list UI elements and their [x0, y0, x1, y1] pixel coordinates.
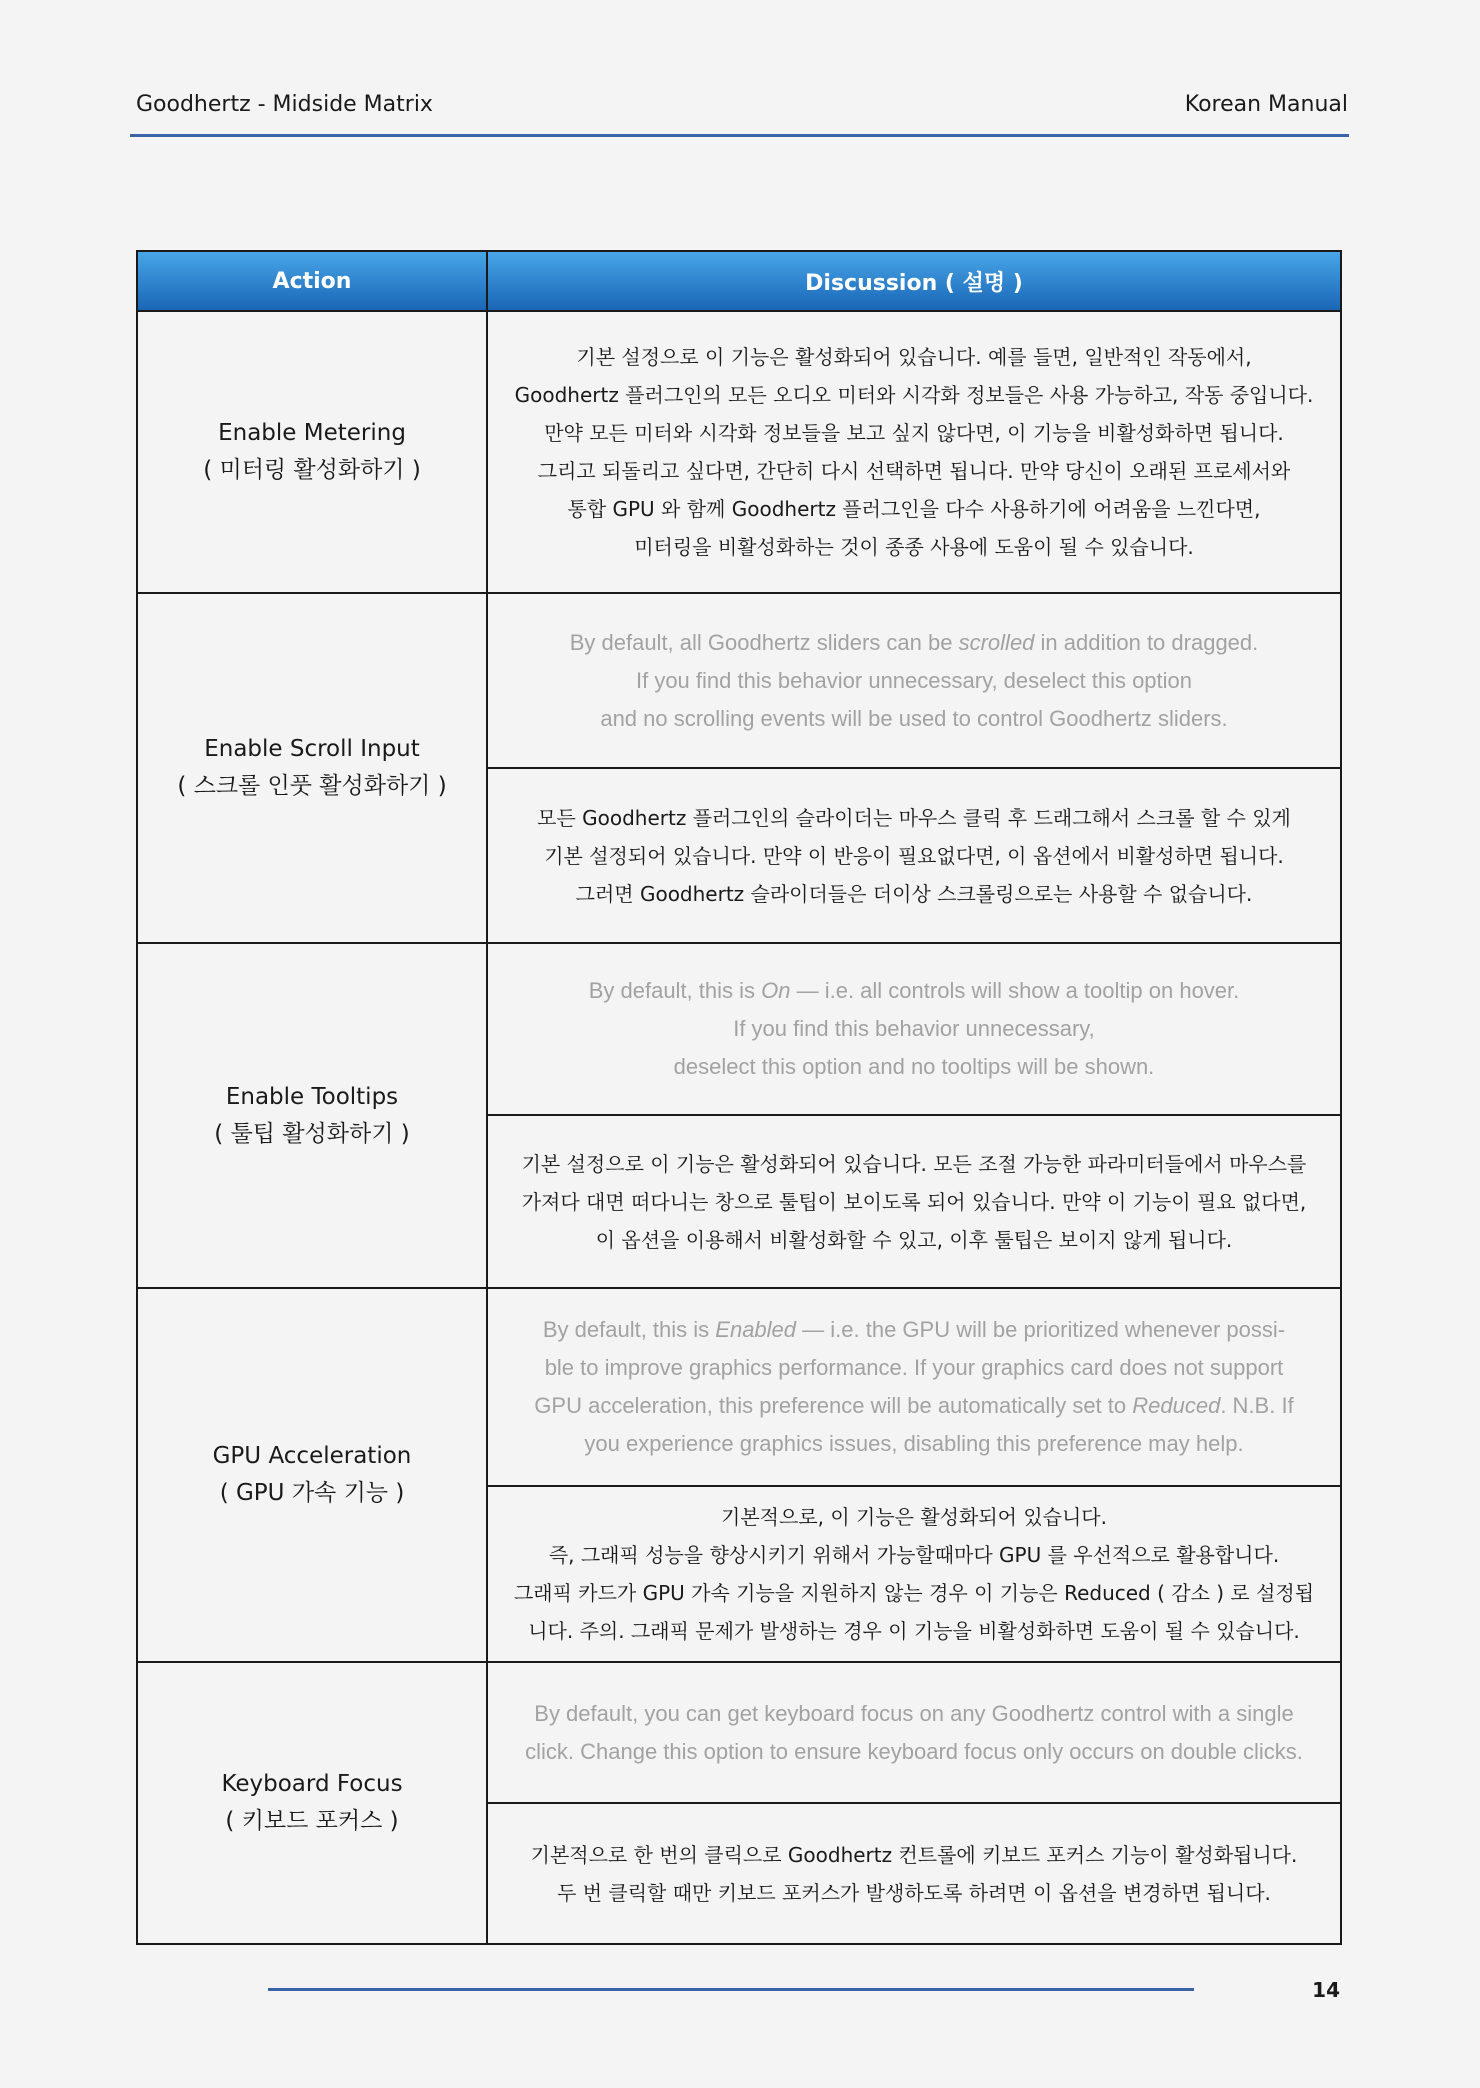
- table-header-row: [137, 251, 1341, 311]
- table-row: [137, 1662, 1341, 1803]
- action-korean-name: ( GPU 가속 기능 ): [219, 1480, 405, 1506]
- english-text: — i.e. the GPU will be prioritized whenever possi- ble to improve graphics performance. If your graphics card does not support GPU acceleration, this preference will be automatically set to: [534, 1317, 1286, 1418]
- action-cell: [137, 943, 487, 1288]
- english-description: [487, 1288, 1341, 1486]
- korean-description: [487, 311, 1341, 593]
- action-name: Enable Scroll Input: [204, 736, 420, 762]
- action-cell: [137, 1662, 487, 1944]
- english-text: By default, you can get keyboard focus on any Goodhertz control with a single click. Change this option to ensure keyboard focus only occurs on double clicks.: [525, 1700, 1303, 1764]
- preferences-table: [136, 250, 1342, 1945]
- english-text: By default, this is: [542, 1317, 716, 1342]
- action-korean-name: ( 툴팁 활성화하기 ): [214, 1120, 410, 1147]
- english-description: [487, 593, 1341, 768]
- action-korean-name: ( 키보드 포커스 ): [225, 1808, 399, 1834]
- table-row: [137, 593, 1341, 768]
- korean-text: 모든 Goodhertz 플러그인의 슬라이더는 마우스 클릭 후 드래그해서 스크롤 할 수 있게 기본 설정되어 있습니다. 만약 이 반응이 필요없다면, 이 옵션에서 비활성하면 됩니다. 그러면 Goodhertz 슬라이더들은 더이상 스크롤링으로는 사용할 수 없습니다.: [537, 805, 1291, 906]
- english-text: By default, all Goodhertz sliders can be: [569, 629, 959, 655]
- action-cell: [137, 311, 487, 593]
- action-name: Enable Tooltips: [225, 1083, 399, 1110]
- english-text: . N.B. If you experience graphics issues, disabling this preference may help.: [584, 1393, 1294, 1456]
- korean-text: 기본적으로, 이 기능은 활성화되어 있습니다. 즉, 그래픽 성능을 향상시키기 위해서 가능할때마다 GPU 를 우선적으로 활용합니다. 그래픽 카드가 GPU 가속 기능을 지원하지 않는 경우 이 기능은 Reduced ( 감소 ) 로 설정됩 니다. 주의. 그래픽 문제가 발생하는 경우 이 기능을 비활성화하면 도움이 될 수 있습니다.: [513, 1505, 1315, 1643]
- english-emphasis: Reduced: [1132, 1393, 1221, 1418]
- korean-description: [487, 768, 1341, 943]
- english-emphasis: Enabled: [715, 1317, 797, 1342]
- table-row: [137, 943, 1341, 1115]
- page-number: 14: [1312, 1978, 1340, 2002]
- manual-language-label: Korean Manual: [1184, 92, 1348, 117]
- table-row: [137, 311, 1341, 593]
- action-korean-name: ( 스크롤 인풋 활성화하기 ): [177, 773, 447, 799]
- english-text: By default, this is: [588, 978, 762, 1003]
- english-text: — i.e. all controls will show a tooltip on hover. If you find this behavior unnecessary, deselect this option and no tooltips will be shown.: [673, 978, 1240, 1079]
- english-emphasis: On: [761, 978, 791, 1003]
- action-name: Enable Metering: [218, 420, 406, 446]
- header-divider: [130, 134, 1349, 137]
- footer-divider: [268, 1988, 1194, 1991]
- action-korean-name: ( 미터링 활성화하기 ): [203, 457, 421, 483]
- english-description: [487, 943, 1341, 1115]
- action-cell: [137, 1288, 487, 1662]
- korean-text: 기본적으로 한 번의 클릭으로 Goodhertz 컨트롤에 키보드 포커스 기능이 활성화됩니다. 두 번 클릭할 때만 키보드 포커스가 발생하도록 하려면 이 옵션을 변경하면 됩니다.: [530, 1842, 1298, 1905]
- korean-description: [487, 1486, 1341, 1662]
- document-title: Goodhertz - Midside Matrix: [136, 92, 433, 117]
- korean-description: [487, 1803, 1341, 1944]
- action-name: GPU Acceleration: [212, 1443, 412, 1469]
- action-name: Keyboard Focus: [221, 1771, 403, 1797]
- table-row: [137, 1288, 1341, 1486]
- korean-text: 기본 설정으로 이 기능은 활성화되어 있습니다. 모든 조절 가능한 파라미터들에서 마우스를 가져다 대면 떠다니는 창으로 툴팁이 보이도록 되어 있습니다. 만약 이 기능이 필요 없다면, 이 옵션을 이용해서 비활성화할 수 있고, 이후 툴팁은 보이지 않게 됩니다.: [521, 1151, 1307, 1252]
- column-header-discussion: Discussion ( 설명 ): [487, 251, 1341, 311]
- korean-text: 기본 설정으로 이 기능은 활성화되어 있습니다. 예를 들면, 일반적인 작동에서, Goodhertz 플러그인의 모든 오디오 미터와 시각화 정보들은 사용 가능하고, 작동 중입니다. 만약 모든 미터와 시각화 정보들을 보고 싶지 않다면, 이 기능을 비활성화하면 됩니다. 그리고 되돌리고 싶다면, 간단히 다시 선택하면 됩니다. 만약 당신이 오래된 프로세서와 통합 GPU 와 함께 Goodhertz 플러그인을 다수 사용하기에 어려움을 느낀다면, 미터링을 비활성화하는 것이 종종 사용에 도움이 될 수 있습니다.: [514, 345, 1314, 559]
- english-emphasis: scrolled: [958, 629, 1035, 655]
- english-description: [487, 1662, 1341, 1803]
- action-cell: [137, 593, 487, 943]
- column-header-action: Action: [137, 251, 487, 311]
- korean-description: [487, 1115, 1341, 1288]
- english-text: in addition to dragged. If you find this behavior unnecessary, deselect this option and no scrolling events will be used to control Goodhertz sliders.: [600, 629, 1259, 731]
